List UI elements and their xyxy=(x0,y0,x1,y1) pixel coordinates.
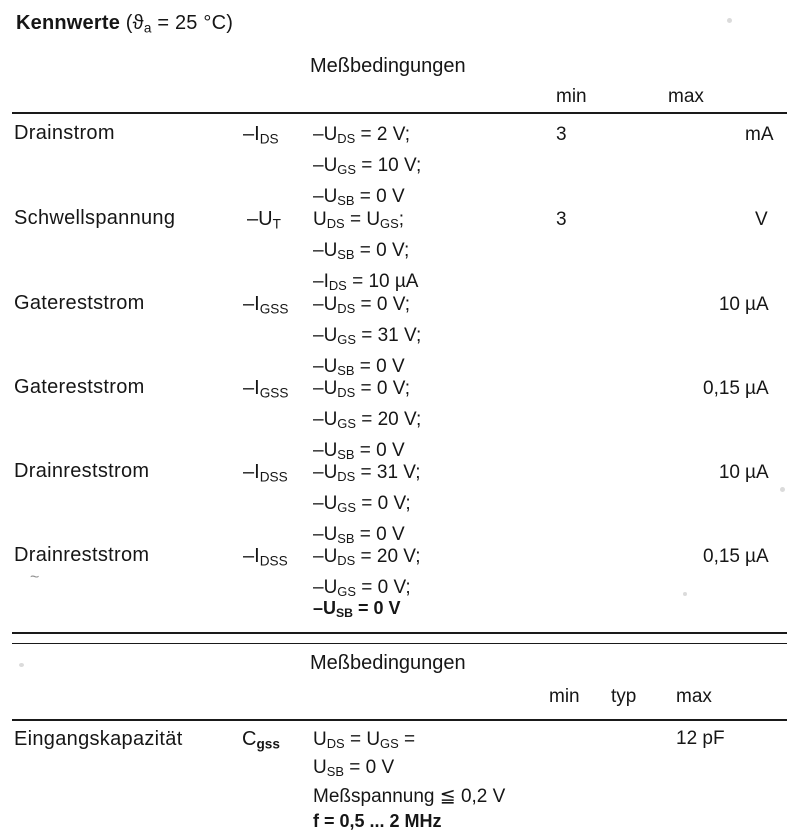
row-symbol: $C_{gss}$ xyxy=(242,728,280,752)
page-title-condition: ($ϑ_a = 25$ °C) xyxy=(120,12,234,36)
page-title-bold: Kennwerte xyxy=(16,12,121,34)
row-parameter-name: Drainreststrom xyxy=(14,544,150,566)
row-condition-line: Meßspannung ≦ 0,2 V xyxy=(313,786,506,807)
row-parameter-name: Drainstrom xyxy=(14,122,115,144)
row-min-value: 3 xyxy=(556,124,567,145)
row-condition-line: $-I_{DS} = 10$ µA xyxy=(313,271,419,294)
page-title xyxy=(16,12,233,35)
row-condition-line: $U_{DS} = U_{GS}$ = xyxy=(313,729,416,752)
row-condition-line: $-U_{DS} = 0$ V; xyxy=(313,378,410,401)
row-parameter-name: Drainreststrom xyxy=(14,460,150,482)
row-condition-line: $-U_{SB} = 0$ V; xyxy=(313,240,410,263)
row-condition-line: $-U_{DS} = 2$ V; xyxy=(313,124,410,147)
row-max-value: 12 pF xyxy=(676,728,725,749)
row-unit: V xyxy=(755,209,768,230)
row-condition-line: $-U_{GS} = 20$ V; xyxy=(313,409,422,432)
theta-symbol: ϑ xyxy=(132,12,144,34)
theta-subscript: a xyxy=(143,20,152,36)
row-min-value: 3 xyxy=(556,209,567,230)
row-condition-line: $U_{SB} = 0$ V xyxy=(313,757,395,780)
table2-col-typ: typ xyxy=(611,686,637,707)
row-condition-line: $U_{DS} = U_{GS}$; xyxy=(313,209,404,232)
row-unit: µA xyxy=(745,378,769,399)
table1-conditions-header: Meßbedingungen xyxy=(310,55,466,77)
row-parameter-name: Gatereststrom xyxy=(14,292,145,314)
row-condition-line: $-U_{GS} = 0$ V; xyxy=(313,493,411,516)
table1-col-min: min xyxy=(556,86,587,107)
row-condition-line: $-U_{GS} = 0$ V; xyxy=(313,577,411,600)
scan-speck xyxy=(727,18,732,23)
row-parameter-name: Eingangskapazität xyxy=(14,728,183,750)
row-parameter-name: Gatereststrom xyxy=(14,376,145,398)
row-symbol: $-I_{GSS}$ xyxy=(243,293,289,317)
table2-col-max: max xyxy=(676,686,712,707)
row-max-value: 10 xyxy=(718,462,740,483)
row-unit: mA xyxy=(745,124,774,145)
table2-top-rule xyxy=(12,643,787,644)
row-condition-line: $-U_{DS} = 0$ V; xyxy=(313,294,410,317)
row-symbol: $-I_{DSS}$ xyxy=(243,545,288,569)
scan-speck xyxy=(19,663,24,667)
row-max-value: 10 xyxy=(718,294,740,315)
row-condition-line: $-U_{SB} = 0$ V xyxy=(313,598,401,621)
row-condition-line: $-U_{GS} = 31$ V; xyxy=(313,325,422,348)
row-condition-line: $-U_{SB} = 0$ V xyxy=(313,524,405,547)
row-symbol: $-I_{GSS}$ xyxy=(243,377,289,401)
row-condition-line: $-U_{DS} = 31$ V; xyxy=(313,462,421,485)
table1-top-rule xyxy=(12,112,787,114)
theta-value: = 25 °C) xyxy=(151,12,234,34)
scan-speck xyxy=(683,592,687,596)
row-symbol: $-U_T$ xyxy=(247,208,281,232)
table2-col-min: min xyxy=(549,686,580,707)
row-condition-line: $-U_{SB} = 0$ V xyxy=(313,186,405,209)
row-max-value: 0,15 xyxy=(703,378,740,399)
row-condition-line: $-U_{DS} = 20$ V; xyxy=(313,546,421,569)
scan-speck xyxy=(780,487,785,492)
row-max-value: 0,15 xyxy=(703,546,740,567)
row-condition-line: $-U_{GS} = 10$ V; xyxy=(313,155,422,178)
table2-header-rule xyxy=(12,719,787,721)
row-symbol: $-I_{DS}$ xyxy=(243,123,279,147)
row-unit: µA xyxy=(745,462,769,483)
row-condition-line: $-U_{SB} = 0$ V xyxy=(313,440,405,463)
row-condition-line: f = 0,5 ... 2 MHz xyxy=(313,811,442,831)
scan-smudge: ~ xyxy=(30,569,40,586)
table2-conditions-header: Meßbedingungen xyxy=(310,652,466,674)
row-parameter-name: Schwellspannung xyxy=(14,207,176,229)
table1-col-max: max xyxy=(668,86,704,107)
row-condition-line: $-U_{SB} = 0$ V xyxy=(313,356,405,379)
row-symbol: $-I_{DSS}$ xyxy=(243,461,288,485)
row-unit: µA xyxy=(745,294,769,315)
table1-bottom-rule xyxy=(12,632,787,634)
row-unit: µA xyxy=(745,546,769,567)
